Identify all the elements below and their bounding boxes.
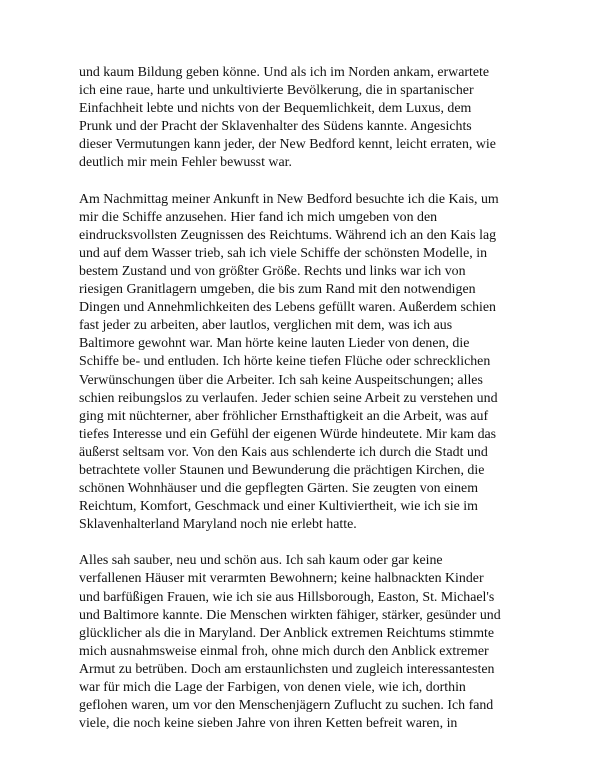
text-line: und kaum Bildung geben könne. Und als ich im Norden ankam, erwartete: [79, 65, 490, 80]
text-line: äußerst seltsam vor. Von den Kais aus schlenderte ich durch die Stadt und: [79, 444, 488, 460]
text-line: und barfüßigen Frauen, wie ich sie aus Hillsborough, Easton, St. Michael's: [79, 589, 495, 605]
text-line: mir die Schiffe anzusehen. Hier fand ich mich umgeben von den: [79, 209, 438, 225]
paragraph-3: [79, 552, 525, 733]
text-line: betrachtete voller Staunen und Bewunderung die prächtigen Kirchen, die: [79, 462, 485, 478]
text-line: mich ausnahmsweise einmal froh, ohne mich durch den Anblick extremer: [79, 643, 489, 659]
text-line: Armut zu betrüben. Doch am erstaunlichsten und zugleich interessantesten: [79, 661, 495, 677]
text-line: eindrucksvollsten Zeugnissen des Reichtums. Während ich an den Kais lag: [79, 227, 497, 243]
text-line: Schiffe be- und entluden. Ich hörte keine tiefen Flüche oder schrecklichen: [79, 354, 491, 370]
paragraph-2: [79, 191, 525, 535]
text-line: Sklavenhalterland Maryland noch nie erlebt hatte.: [79, 517, 357, 533]
text-line: schien reibungslos zu verlaufen. Jeder schien seine Arbeit zu verstehen und: [79, 390, 498, 406]
text-line: Baltimore gewohnt war. Man hörte keine lauten Lieder von denen, die: [79, 336, 470, 352]
text-line: geflohen waren, um vor den Menschenjägern Zuflucht zu suchen. Ich fand: [79, 698, 494, 714]
text-line: riesigen Granitlagern umgeben, die bis zum Rand mit den notwendigen: [79, 282, 476, 298]
text-line: Einfachheit lebte und nichts von der Bequemlichkeit, dem Luxus, dem: [79, 101, 472, 117]
text-line: Verwünschungen über die Arbeiter. Ich sah keine Auspeitschungen; alles: [79, 372, 483, 388]
text-line: fast jeder zu arbeiten, aber lautlos, verglichen mit dem, was ich aus: [79, 318, 453, 334]
text-line: ging mit nüchterner, aber fröhlicher Ernsthaftigkeit an die Arbeit, was auf: [79, 408, 489, 424]
text-line: und Baltimore kannte. Die Menschen wirkten fähiger, stärker, gesünder und: [79, 607, 501, 623]
text-line: ich eine raue, harte und unkultivierte Bevölkerung, die in spartanischer: [79, 83, 474, 99]
text-line: glücklicher als die in Maryland. Der Anblick extremen Reichtums stimmte: [79, 625, 495, 641]
text-line: tiefes Interesse und ein Gefühl der eigenen Würde hindeutete. Mir kam das: [79, 426, 497, 442]
text-line: Prunk und der Pracht der Sklavenhalter des Südens kannte. Angesichts: [79, 119, 472, 135]
text-line: dieser Vermutungen kann jeder, der New Bedford kennt, leicht erraten, wie: [79, 137, 496, 153]
text-line: schönen Wohnhäuser und die gepflegten Gärten. Sie zeugten von einem: [79, 481, 479, 497]
text-line: Reichtum, Komfort, Geschmack und einer Kultiviertheit, wie ich sie im: [79, 499, 478, 515]
text-line: viele, die noch keine sieben Jahre von ihren Ketten befreit waren, in: [79, 716, 458, 732]
text-line: bestem Zustand und von größter Größe. Rechts und links war ich von: [79, 263, 466, 279]
text-line: verfallenen Häuser mit verarmten Bewohnern; keine halbnackten Kinder: [79, 571, 484, 587]
body-text: [79, 64, 525, 751]
text-line: deutlich mir mein Fehler bewusst war.: [79, 155, 292, 171]
text-line: Dingen und Annehmlichkeiten des Lebens gefüllt waren. Außerdem schien: [79, 300, 496, 316]
paragraph-1: [79, 64, 525, 173]
text-line: war für mich die Lage der Farbigen, von denen viele, wie ich, dorthin: [79, 680, 466, 695]
text-line: und auf dem Wasser trieb, sah ich viele Schiffe der schönsten Modelle, in: [79, 245, 488, 261]
text-line: Alles sah sauber, neu und schön aus. Ich sah kaum oder gar keine: [79, 553, 443, 569]
text-line: Am Nachmittag meiner Ankunft in New Bedford besuchte ich die Kais, um: [79, 191, 499, 207]
